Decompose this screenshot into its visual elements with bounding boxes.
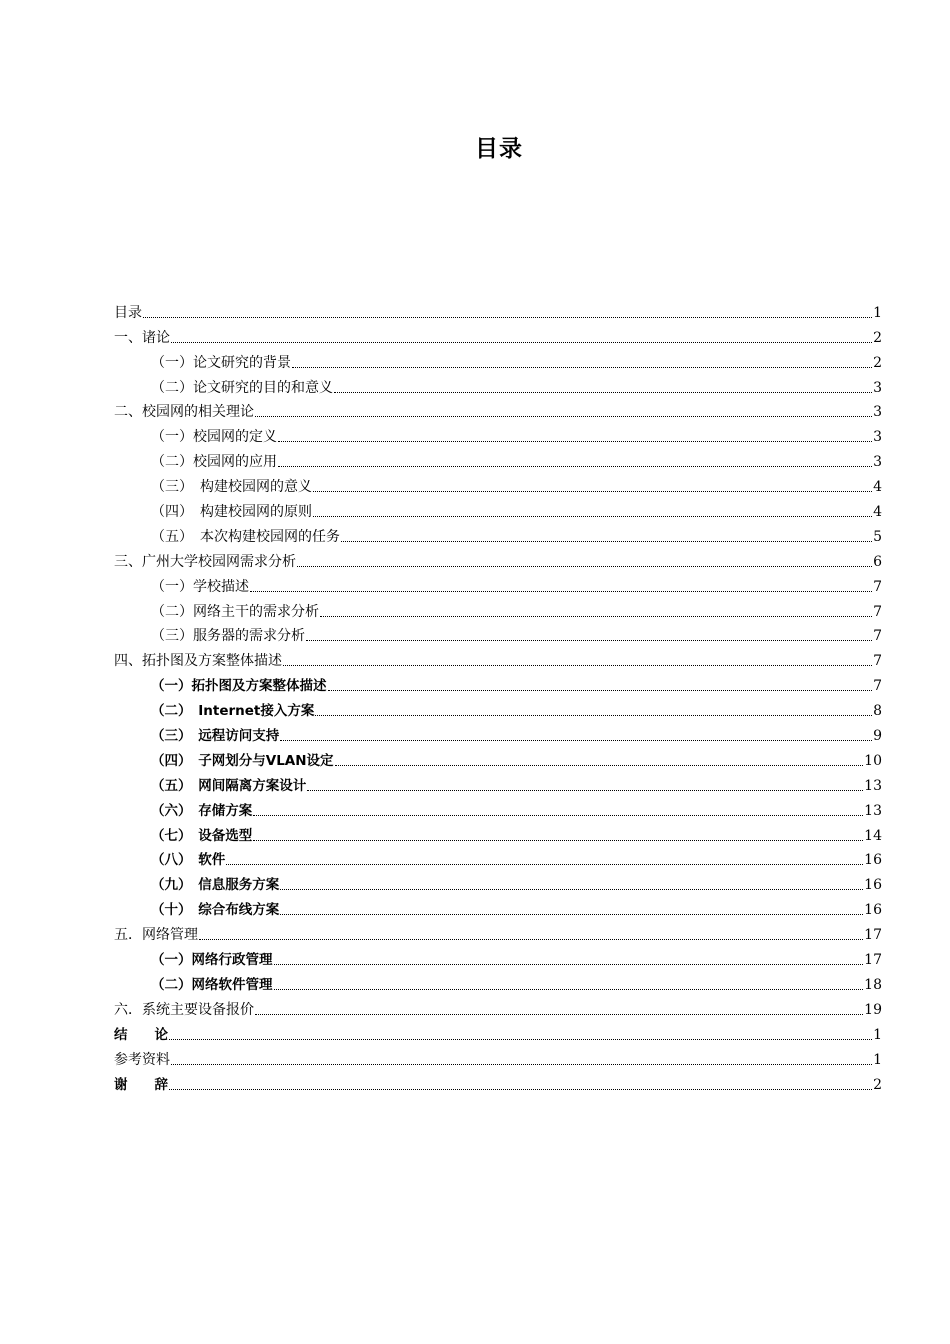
- toc-entry-title: 结 论: [114, 1026, 168, 1043]
- toc-entry[interactable]: [114, 548, 882, 573]
- toc-entry-title: 参考资料: [114, 1051, 170, 1068]
- dot-leader: [255, 1014, 863, 1015]
- dot-leader: [306, 640, 872, 641]
- toc-entry[interactable]: [114, 772, 882, 797]
- toc-page-number: 3: [873, 379, 882, 396]
- toc-entry-title: （一）网络行政管理: [151, 952, 273, 969]
- dot-leader: [226, 864, 863, 865]
- toc-entry[interactable]: [114, 473, 882, 498]
- toc-entry-title: 六．系统主要设备报价: [114, 1001, 254, 1018]
- dot-leader: [335, 765, 864, 766]
- dot-leader: [328, 690, 873, 691]
- dot-leader: [283, 665, 872, 666]
- toc-entry-title: 一、诸论: [114, 329, 170, 346]
- toc-entry[interactable]: [114, 672, 882, 697]
- dot-leader: [334, 392, 872, 393]
- toc-entry[interactable]: [114, 946, 882, 971]
- toc-page-number: 16: [864, 877, 882, 894]
- toc-page-number: 7: [873, 653, 882, 670]
- toc-page-number: 9: [873, 728, 882, 745]
- toc-page-number: 7: [873, 628, 882, 645]
- toc-entry-title: （二）网络主干的需求分析: [151, 603, 319, 620]
- toc-entry-title: （三） 构建校园网的意义: [151, 479, 312, 496]
- dot-leader: [171, 342, 872, 343]
- toc-entry[interactable]: [114, 349, 882, 374]
- dot-leader: [274, 989, 864, 990]
- toc-page-number: 8: [873, 703, 882, 720]
- toc-entry-title: （二）网络软件管理: [151, 976, 273, 993]
- toc-entry[interactable]: [114, 1046, 882, 1071]
- toc-page-number: 16: [864, 902, 882, 919]
- toc-page-number: 10: [864, 752, 882, 769]
- toc-page-number: 3: [873, 429, 882, 446]
- dot-leader: [278, 466, 872, 467]
- toc-entry-title: （五） 本次构建校园网的任务: [151, 528, 340, 545]
- toc-page-number: 6: [873, 553, 882, 570]
- toc-entry[interactable]: [114, 797, 882, 822]
- toc-page-number: 13: [864, 802, 882, 819]
- dot-leader: [171, 1064, 872, 1065]
- toc-entry-title: （七） 设备选型: [151, 827, 253, 844]
- dot-leader: [307, 790, 863, 791]
- dot-leader: [320, 616, 872, 617]
- toc-page-number: 18: [864, 976, 882, 993]
- toc-entry-title: （九） 信息服务方案: [151, 877, 280, 894]
- toc-entry[interactable]: [114, 996, 882, 1021]
- toc-page-number: 3: [873, 454, 882, 471]
- dot-leader: [280, 914, 863, 915]
- toc-entry-title: （一）论文研究的背景: [151, 354, 291, 371]
- toc-page-number: 2: [873, 354, 882, 371]
- toc-entry-title: （二） Internet接入方案: [151, 703, 315, 720]
- dot-leader: [292, 367, 872, 368]
- toc-entry[interactable]: [114, 423, 882, 448]
- toc-entry[interactable]: [114, 971, 882, 996]
- toc-entry-title: （一）学校描述: [151, 578, 249, 595]
- toc-entry-title: （四） 子网划分与VLAN设定: [151, 752, 334, 769]
- toc-entry-title: （五） 网间隔离方案设计: [151, 777, 307, 794]
- toc-page-number: 3: [873, 404, 882, 421]
- toc-entry[interactable]: [114, 1071, 882, 1096]
- page-title: 目录: [475, 136, 523, 162]
- toc-entry[interactable]: [114, 573, 882, 598]
- toc-entry[interactable]: [114, 697, 882, 722]
- dot-leader: [143, 317, 872, 318]
- toc-page-number: 5: [873, 528, 882, 545]
- dot-leader: [255, 416, 872, 417]
- dot-leader: [253, 815, 863, 816]
- dot-leader: [274, 964, 864, 965]
- toc-entry-title: （三）服务器的需求分析: [151, 628, 305, 645]
- toc-entry-title: （一）拓扑图及方案整体描述: [151, 678, 327, 695]
- toc-page-number: 2: [873, 329, 882, 346]
- toc-entry[interactable]: [114, 871, 882, 896]
- toc-page-number: 16: [864, 852, 882, 869]
- toc-page-number: 7: [873, 578, 882, 595]
- toc-entry[interactable]: [114, 921, 882, 946]
- toc-entry-title: （四） 构建校园网的原则: [151, 504, 312, 521]
- dot-leader: [313, 491, 872, 492]
- toc-page-number: 1: [873, 1026, 882, 1043]
- toc-entry-title: （一）校园网的定义: [151, 429, 277, 446]
- toc-entry-title: 目录: [114, 304, 142, 321]
- dot-leader: [297, 566, 872, 567]
- toc-entry[interactable]: [114, 647, 882, 672]
- toc-entry[interactable]: [114, 374, 882, 399]
- toc-entry[interactable]: [114, 822, 882, 847]
- toc-entry-title: 谢 辞: [114, 1076, 168, 1093]
- dot-leader: [250, 591, 872, 592]
- toc-page-number: 4: [873, 504, 882, 521]
- toc-entry-title: 五．网络管理: [114, 927, 198, 944]
- toc-entry[interactable]: [114, 1021, 882, 1046]
- toc-entry[interactable]: [114, 523, 882, 548]
- toc-page-number: 17: [864, 927, 882, 944]
- toc-entry[interactable]: [114, 598, 882, 623]
- toc-entry[interactable]: [114, 299, 882, 324]
- toc-entry[interactable]: [114, 623, 882, 648]
- toc-entry-title: （二）校园网的应用: [151, 454, 277, 471]
- toc-page-number: 17: [864, 952, 882, 969]
- toc-page-number: 13: [864, 777, 882, 794]
- dot-leader: [313, 516, 872, 517]
- toc-page-number: 2: [873, 1076, 882, 1093]
- dot-leader: [169, 1089, 872, 1090]
- dot-leader: [280, 740, 872, 741]
- toc-entry-title: （六） 存储方案: [151, 802, 253, 819]
- toc-entry[interactable]: [114, 324, 882, 349]
- toc-page-number: 7: [873, 678, 882, 695]
- toc-entry-title: （十） 综合布线方案: [151, 902, 280, 919]
- toc-entry-title: 三、广州大学校园网需求分析: [114, 553, 296, 570]
- toc-entry[interactable]: [114, 448, 882, 473]
- toc-page-number: 19: [864, 1001, 882, 1018]
- toc-entry[interactable]: [114, 399, 882, 424]
- table-of-contents: [114, 299, 882, 1096]
- toc-entry[interactable]: [114, 747, 882, 772]
- dot-leader: [315, 715, 872, 716]
- toc-entry-title: 四、拓扑图及方案整体描述: [114, 653, 282, 670]
- dot-leader: [253, 840, 863, 841]
- toc-entry[interactable]: [114, 498, 882, 523]
- toc-entry[interactable]: [114, 896, 882, 921]
- toc-entry-title: 二、校园网的相关理论: [114, 404, 254, 421]
- toc-page-number: 4: [873, 479, 882, 496]
- toc-page-number: 7: [873, 603, 882, 620]
- toc-entry[interactable]: [114, 847, 882, 872]
- dot-leader: [341, 541, 872, 542]
- toc-entry[interactable]: [114, 722, 882, 747]
- dot-leader: [278, 441, 872, 442]
- toc-page-number: 1: [873, 1051, 882, 1068]
- toc-entry-title: （二）论文研究的目的和意义: [151, 379, 333, 396]
- toc-entry-title: （八） 软件: [151, 852, 226, 869]
- dot-leader: [199, 939, 863, 940]
- toc-page-number: 14: [864, 827, 882, 844]
- dot-leader: [169, 1039, 872, 1040]
- dot-leader: [280, 889, 863, 890]
- toc-page-number: 1: [873, 304, 882, 321]
- toc-entry-title: （三） 远程访问支持: [151, 728, 280, 745]
